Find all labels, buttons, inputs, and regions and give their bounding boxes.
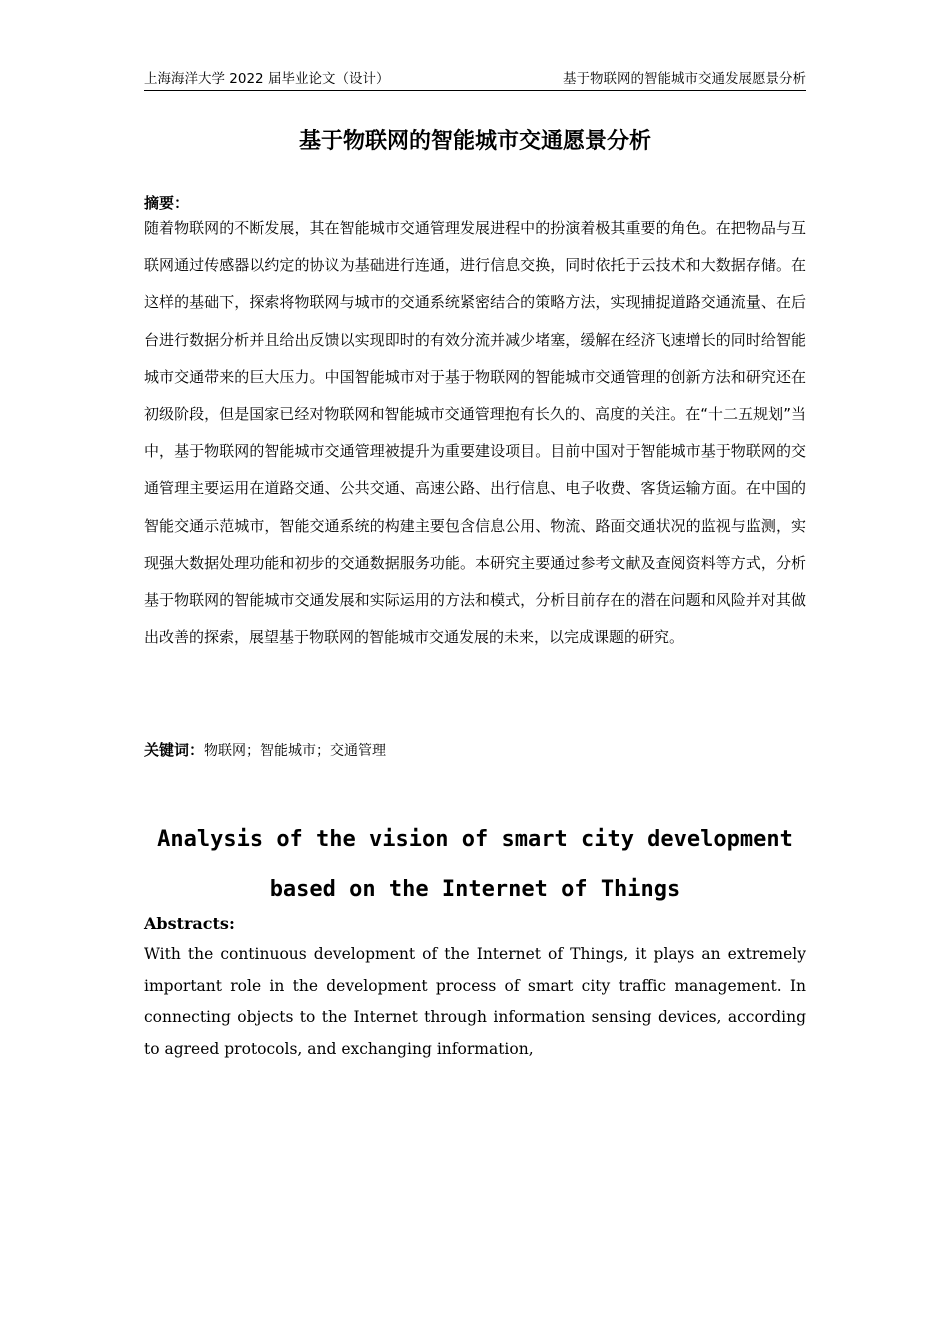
chinese-title: 基于物联网的智能城市交通愿景分析 — [298, 129, 651, 154]
header-right-text: 基于物联网的智能城市交通发展愿景分析 — [563, 71, 806, 87]
keywords-line — [144, 738, 806, 763]
keywords-text: 物联网；智能城市；交通管理 — [204, 743, 387, 759]
header-left-text: 上海海洋大学 2022 届毕业论文（设计） — [144, 71, 390, 87]
chinese-abstract-label: 摘要： — [144, 194, 190, 212]
english-title: Analysis of the vision of smart city development based on the Internet of Things — [157, 827, 793, 902]
english-abstract-text: With the continuous development of the Internet of Things, it plays an extremely important role in the development process of smart city traffic management. In connecting objects to the Internet through information sensing devices, according to agreed protocols, and exchanging information, — [144, 945, 806, 1058]
keywords-label: 关键词： — [144, 741, 205, 759]
chinese-abstract-text: 随着物联网的不断发展，其在智能城市交通管理发展进程中的扮演着极其重要的角色。在把物品与互联网通过传感器以约定的协议为基础进行连通，进行信息交换，同时依托于云技术和大数据存储。在这样的基础下，探索将物联网与城市的交通系统紧密结合的策略方法，实现捕捉道路交通流量、在后台进行数据分析并且给出反馈以实现即时的有效分流并减少堵塞，缓解在经济飞速增长的同时给智能城市交通带来的巨大压力。中国智能城市对于基于物联网的智能城市交通管理的创新方法和研究还在初级阶段，但是国家已经对物联网和智能城市交通管理抱有长久的、高度的关注。在“十二五规划”当中，基于物联网的智能城市交通管理被提升为重要建设项目。目前中国对于智能城市基于物联网的交通管理主要运用在道路交通、公共交通、高速公路、出行信息、电子收费、客货运输方面。在中国的智能交通示范城市，智能交通系统的构建主要包含信息公用、物流、路面交通状况的监视与监测，实现强大数据处理功能和初步的交通数据服务功能。本研究主要通过参考文献及查阅资料等方式，分析基于物联网的智能城市交通发展和实际运用的方法和模式，分析目前存在的潜在问题和风险并对其做出改善的探索，展望基于物联网的智能城市交通发展的未来，以完成课题的研究。 — [144, 219, 806, 647]
running-header — [144, 68, 806, 91]
english-abstract-label: Abstracts: — [144, 914, 235, 933]
